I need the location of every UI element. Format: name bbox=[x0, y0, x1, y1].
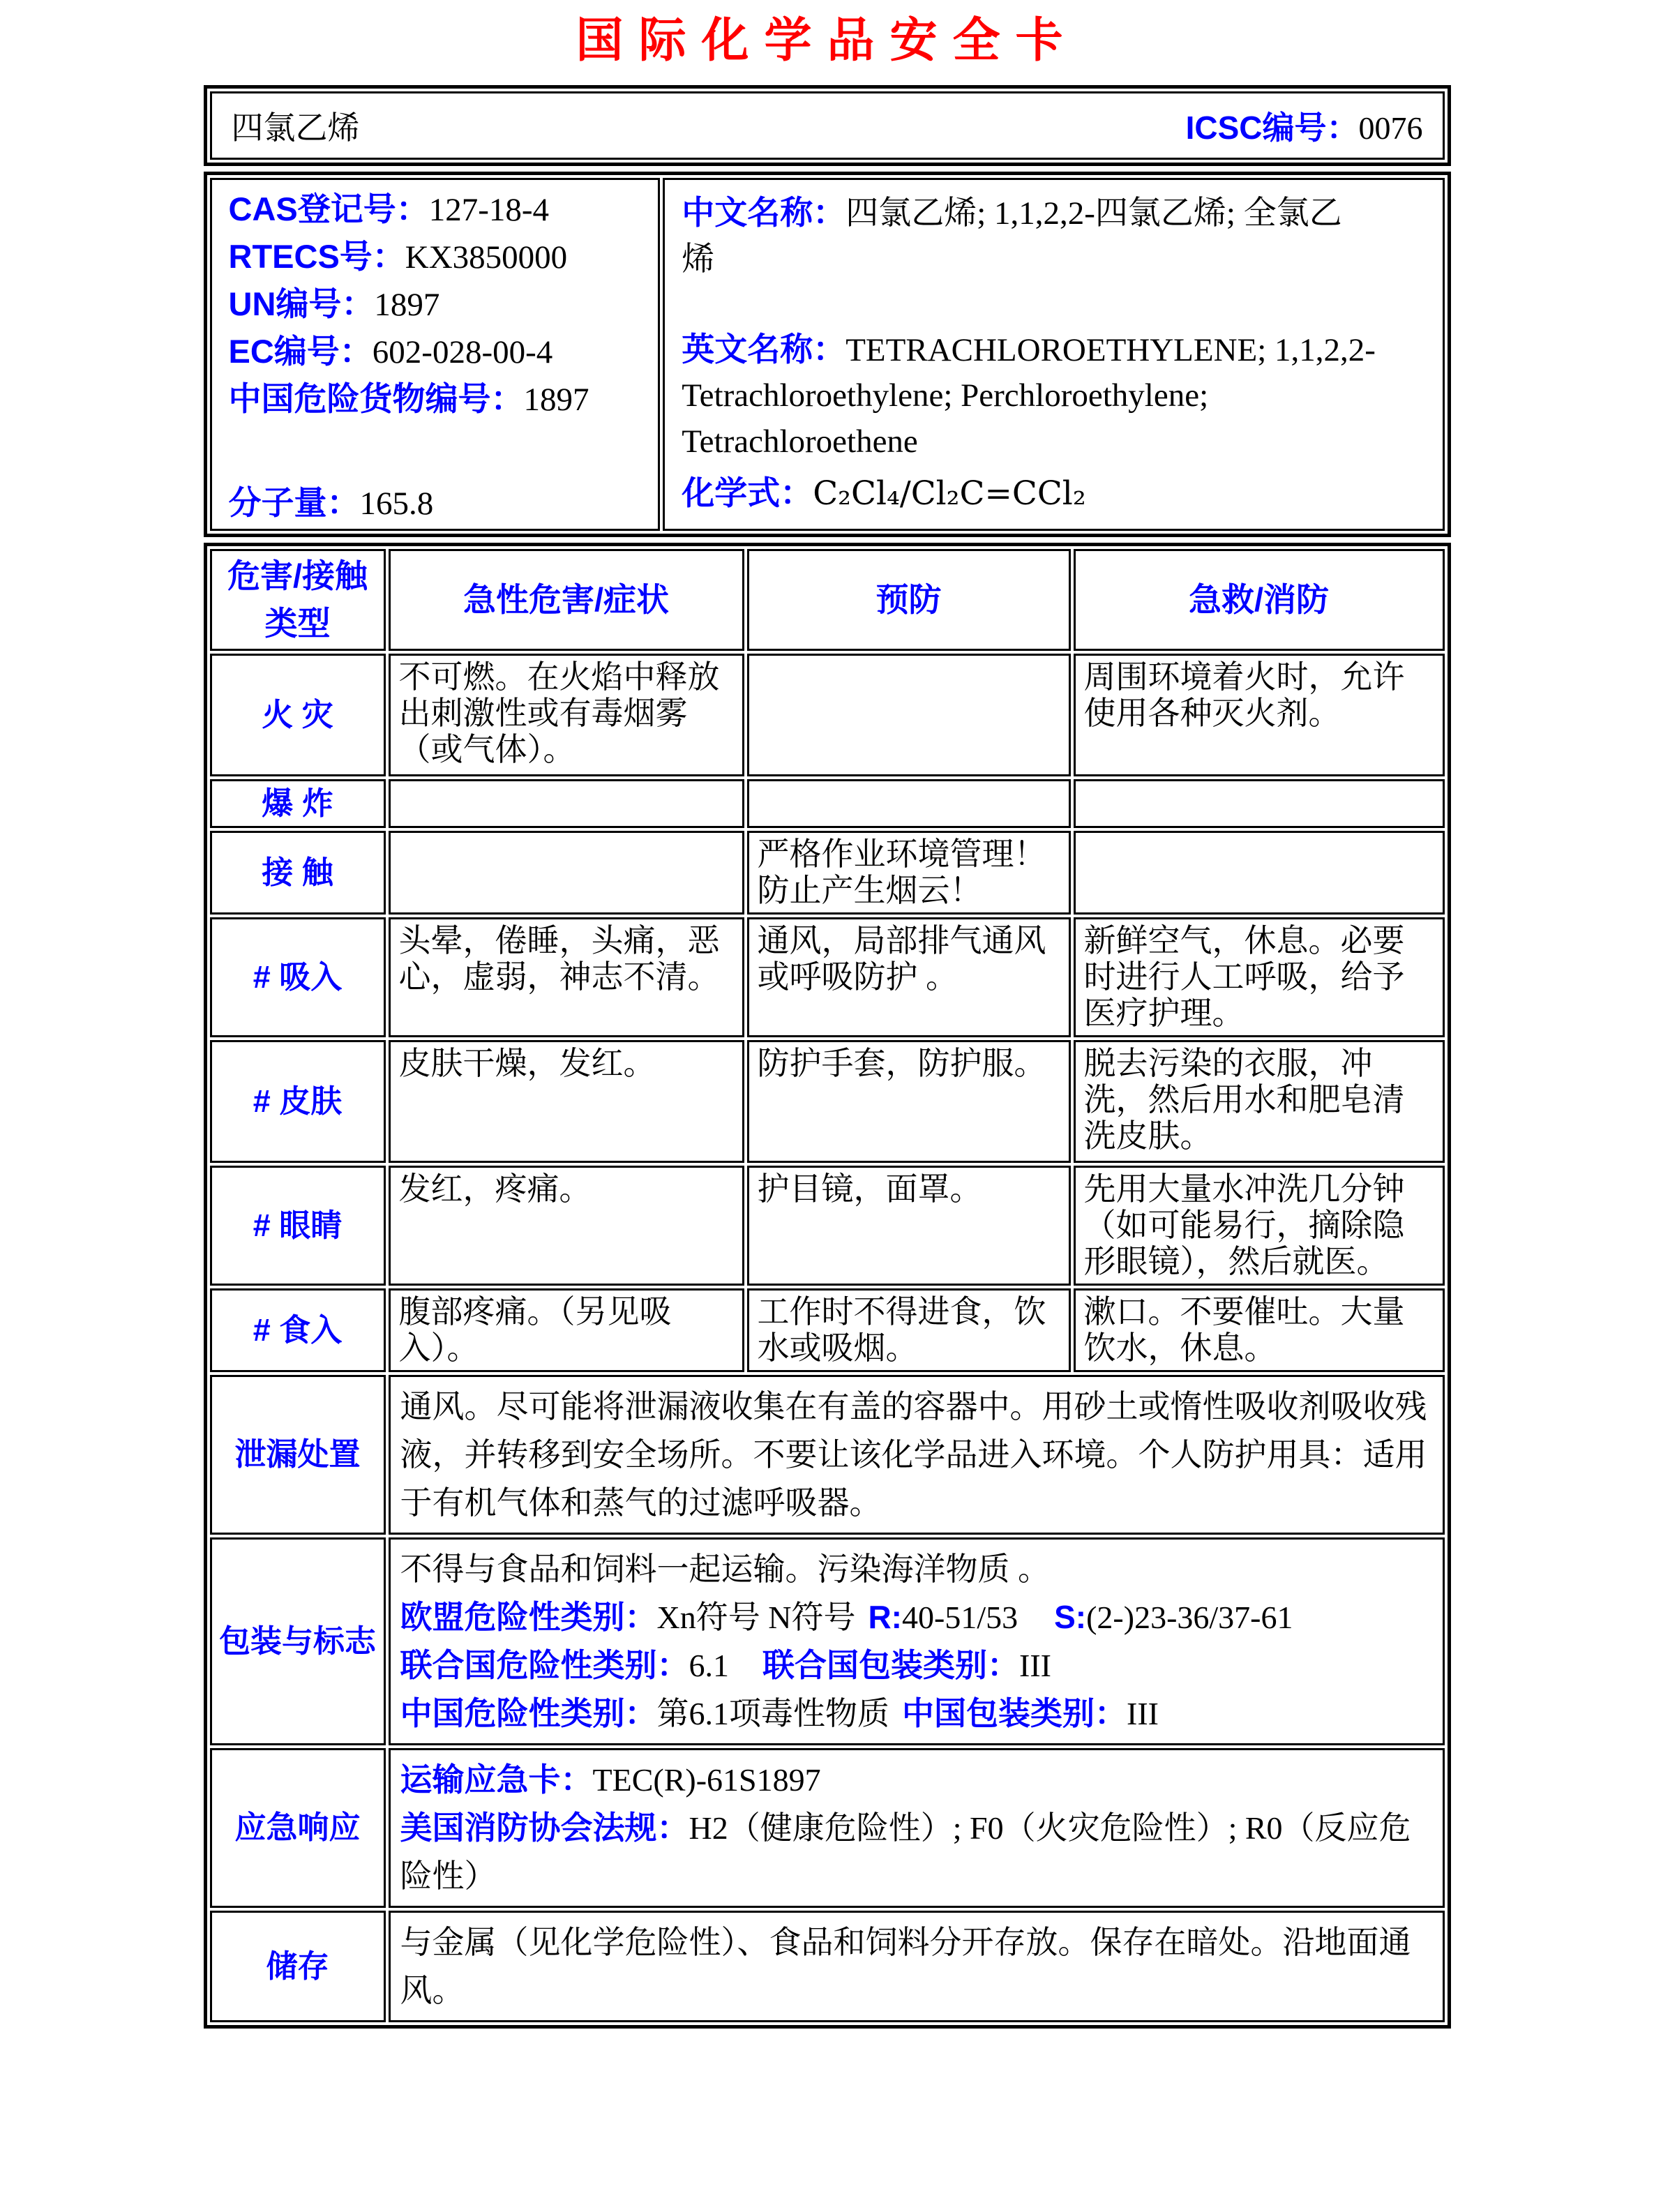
nfpa-code-line bbox=[400, 1804, 1433, 1900]
china-pack-group-value: III bbox=[1127, 1696, 1159, 1732]
eyes-symptoms-cell: 发红，疼痛。 bbox=[389, 1166, 744, 1286]
table-row-ingestion bbox=[210, 1288, 1445, 1372]
s-phrases-value: (2-)23-36/37-61 bbox=[1086, 1600, 1293, 1636]
molecular-weight-label: 分子量： bbox=[228, 484, 360, 521]
table-row-eyes bbox=[210, 1166, 1445, 1286]
chinese-name-value: 四氯乙烯; 1,1,2,2-四氯乙烯; 全氯乙烯 bbox=[682, 195, 1342, 278]
formula-value: C₂Cl₄/Cl₂C=CCl₂ bbox=[813, 474, 1086, 513]
skin-symptoms-cell: 皮肤干燥，发红。 bbox=[389, 1040, 744, 1163]
row-label-eyes: # 眼睛 bbox=[210, 1166, 386, 1286]
un-pack-group-value: III bbox=[1019, 1648, 1051, 1684]
rtecs-value: KX3850000 bbox=[405, 239, 568, 276]
formula-line bbox=[682, 470, 1085, 518]
china-dg-number-line bbox=[229, 382, 647, 416]
un-number-line bbox=[229, 287, 647, 322]
table-row-skin bbox=[210, 1040, 1445, 1163]
row-label-spill-disposal: 泄漏处置 bbox=[210, 1375, 386, 1535]
cas-value: 127-18-4 bbox=[428, 192, 550, 228]
packaging-transport-note: 不得与食品和饲料一起运输。污染海洋物质 。 bbox=[400, 1551, 1050, 1588]
safety-card-page bbox=[204, 0, 1451, 2029]
eyes-first-aid-cell: 先用大量水冲洗几分钟（如可能易行，摘除隐形眼镜），然后就医。 bbox=[1074, 1166, 1445, 1286]
eyes-prevention-cell: 护目镜，面罩。 bbox=[747, 1166, 1071, 1286]
explosion-first-aid-cell bbox=[1074, 779, 1445, 828]
row-label-skin: # 皮肤 bbox=[210, 1040, 386, 1163]
inhalation-prevention-cell: 通风，局部排气通风或呼吸防护 。 bbox=[747, 917, 1071, 1037]
row-label-emergency-response: 应急响应 bbox=[210, 1748, 386, 1908]
icsc-number-field bbox=[1186, 103, 1423, 149]
table-row-explosion bbox=[210, 779, 1445, 828]
eu-class-label: 欧盟危险性类别： bbox=[400, 1599, 657, 1636]
rtecs-label: RTECS号： bbox=[228, 238, 405, 275]
identification-right bbox=[663, 178, 1444, 531]
header-row bbox=[210, 549, 1445, 651]
header-cell bbox=[210, 91, 1445, 160]
un-class-label: 联合国危险性类别： bbox=[400, 1647, 689, 1684]
tec-value: TEC(R)-61S1897 bbox=[592, 1762, 821, 1798]
molecular-weight-line bbox=[229, 486, 434, 520]
china-class-label: 中国危险性类别： bbox=[400, 1695, 657, 1732]
column-header-type: 危害/接触类型 bbox=[210, 549, 386, 651]
fire-first-aid-cell: 周围环境着火时，允许使用各种灭火剂。 bbox=[1074, 654, 1445, 776]
english-name-value: TETRACHLOROETHYLENE; 1,1,2,2-Tetrachloroethylene; Perchloroethylene; Tetrachloroethene bbox=[682, 331, 1376, 460]
explosion-prevention-cell bbox=[747, 779, 1071, 828]
tec-label: 运输应急卡： bbox=[400, 1761, 593, 1798]
row-label-ingestion: # 食入 bbox=[210, 1288, 386, 1372]
column-header-symptoms: 急性危害/症状 bbox=[389, 549, 744, 651]
row-label-inhalation: # 吸入 bbox=[210, 917, 386, 1037]
ec-value: 602-028-00-4 bbox=[372, 334, 553, 370]
identification-box bbox=[204, 172, 1451, 537]
r-phrases-value: 40-51/53 bbox=[902, 1600, 1018, 1636]
column-header-first-aid: 急救/消防 bbox=[1074, 549, 1445, 651]
row-label-storage: 储存 bbox=[210, 1911, 386, 2022]
ingestion-symptoms-cell: 腹部疼痛。（另见吸入）。 bbox=[389, 1288, 744, 1372]
table-row-fire bbox=[210, 654, 1445, 776]
transport-emergency-card-line bbox=[400, 1756, 1433, 1804]
packaging-labeling-cell bbox=[389, 1537, 1445, 1745]
china-class-value: 第6.1项毒性物质 bbox=[656, 1696, 889, 1732]
eu-class-value: Xn符号 N符号 bbox=[656, 1600, 856, 1636]
spill-disposal-cell: 通风。尽可能将泄漏液收集在有盖的容器中。用砂土或惰性吸收剂吸收残液，并转移到安全场所。不要让该化学品进入环境。个人防护用具：适用于有机气体和蒸气的过滤呼吸器。 bbox=[389, 1375, 1445, 1535]
icsc-label: ICSC编号： bbox=[1185, 110, 1359, 146]
chemical-name: 四氯乙烯 bbox=[231, 110, 360, 146]
china-pack-group-label: 中国包装类别： bbox=[902, 1695, 1127, 1732]
column-header-prevention: 预防 bbox=[747, 549, 1071, 651]
un-class-value: 6.1 bbox=[689, 1648, 729, 1684]
contact-prevention-cell: 严格作业环境管理！防止产生烟云！ bbox=[747, 831, 1071, 915]
table-row-packaging-labeling bbox=[210, 1537, 1445, 1745]
skin-first-aid-cell: 脱去污染的衣服，冲洗，然后用水和肥皂清洗皮肤。 bbox=[1074, 1040, 1445, 1163]
ec-label: EC编号： bbox=[228, 333, 373, 370]
contact-symptoms-cell bbox=[389, 831, 744, 915]
fire-symptoms-cell: 不可燃。在火焰中释放出刺激性或有毒烟雾（或气体）。 bbox=[389, 654, 744, 776]
english-name-label: 英文名称： bbox=[682, 330, 846, 368]
table-row-inhalation bbox=[210, 917, 1445, 1037]
cas-number-line bbox=[228, 190, 647, 228]
table-row-storage bbox=[210, 1911, 1445, 2022]
s-phrases-label: S: bbox=[1054, 1599, 1087, 1636]
ec-number-line bbox=[229, 335, 647, 369]
page-title: 国际化学品安全卡 bbox=[576, 13, 1078, 68]
inhalation-symptoms-cell: 头晕，倦睡，头痛，恶心，虚弱，神志不清。 bbox=[389, 917, 744, 1037]
storage-cell: 与金属（见化学危险性）、食品和饲料分开存放。保存在暗处。沿地面通风。 bbox=[389, 1911, 1445, 2022]
china-dg-label: 中国危险货物编号： bbox=[228, 380, 524, 417]
table-row-contact bbox=[210, 831, 1445, 915]
nfpa-value: H2（健康危险性）; F0（火灾危险性）; R0（反应危险性） bbox=[400, 1810, 1411, 1895]
chinese-name-label: 中文名称： bbox=[682, 194, 846, 231]
formula-label: 化学式： bbox=[682, 474, 813, 512]
header-box bbox=[204, 85, 1451, 166]
rtecs-number-line bbox=[229, 240, 647, 274]
table-row-emergency-response bbox=[210, 1748, 1445, 1908]
identification-left bbox=[210, 178, 661, 531]
molecular-weight-value: 165.8 bbox=[359, 486, 434, 522]
english-name-line bbox=[682, 326, 1431, 465]
table-row-spill-disposal bbox=[210, 1375, 1445, 1535]
hazard-table bbox=[204, 543, 1451, 2029]
un-label: UN编号： bbox=[228, 285, 375, 322]
inhalation-first-aid-cell: 新鲜空气，休息。必要时进行人工呼吸，给予医疗护理。 bbox=[1074, 917, 1445, 1037]
ingestion-prevention-cell: 工作时不得进食，饮水或吸烟。 bbox=[747, 1288, 1071, 1372]
emergency-response-cell bbox=[389, 1748, 1445, 1908]
packaging-china-line bbox=[400, 1690, 1433, 1738]
un-pack-group-label: 联合国包装类别： bbox=[762, 1647, 1019, 1684]
row-label-fire: 火 灾 bbox=[210, 654, 386, 776]
explosion-symptoms-cell bbox=[389, 779, 744, 828]
ingestion-first-aid-cell: 漱口。不要催吐。大量饮水，休息。 bbox=[1074, 1288, 1445, 1372]
fire-prevention-cell bbox=[747, 654, 1071, 776]
icsc-number: 0076 bbox=[1358, 110, 1423, 146]
cas-label: CAS登记号： bbox=[228, 190, 429, 227]
row-label-packaging-labeling: 包装与标志 bbox=[210, 1537, 386, 1745]
un-value: 1897 bbox=[374, 287, 440, 323]
chinese-name-line bbox=[682, 190, 1431, 283]
packaging-eu-line bbox=[400, 1593, 1433, 1641]
nfpa-label: 美国消防协会法规： bbox=[400, 1810, 689, 1846]
packaging-un-line bbox=[400, 1641, 1433, 1690]
row-label-contact: 接 触 bbox=[210, 831, 386, 915]
r-phrases-label: R: bbox=[868, 1599, 902, 1636]
contact-first-aid-cell bbox=[1074, 831, 1445, 915]
skin-prevention-cell: 防护手套，防护服。 bbox=[747, 1040, 1071, 1163]
china-dg-value: 1897 bbox=[523, 382, 589, 418]
row-label-explosion: 爆 炸 bbox=[210, 779, 386, 828]
